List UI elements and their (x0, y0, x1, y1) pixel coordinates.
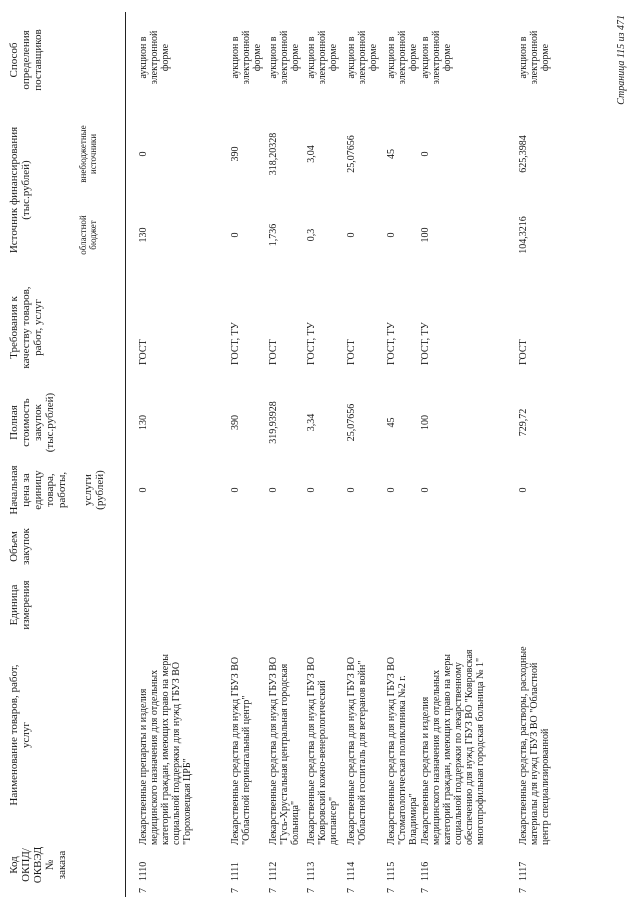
header-unit-text: Единица измерения (8, 580, 32, 630)
cell-initial-price: 0 (386, 487, 397, 493)
cell-initial-price: 0 (306, 487, 317, 493)
cell-name: Лекарственные средства для нужд ГБУЗ ВО "Ковровский кожно-венерологический диспансер" (306, 656, 339, 845)
header-full-cost (8, 390, 98, 455)
cell-method: аукцион в электронной форме (138, 30, 171, 85)
cell-initial-price: 0 (230, 487, 241, 493)
cell-code: 7 (518, 888, 529, 893)
header-initial-price-bottom: услуги (рублей) (82, 470, 106, 510)
page-number (616, 15, 627, 155)
cell-num: 1110 (138, 861, 149, 881)
cell-num: 1116 (420, 861, 431, 881)
cell-regional: 0,3 (306, 228, 317, 242)
cell-requirements: ГОСТ (346, 339, 357, 365)
cell-code: 7 (230, 888, 241, 893)
cell-requirements: ГОСТ, ТУ (230, 322, 241, 365)
cell-method: аукцион в электронной форме (518, 30, 551, 85)
cell-num: 1117 (518, 861, 529, 881)
cell-requirements: ГОСТ (268, 339, 279, 365)
cell-full-cost: 390 (230, 415, 241, 430)
cell-name: Лекарственные средства для нужд ГБУЗ ВО "Гусь-Хрустальная центральная городская больница" (268, 656, 301, 845)
cell-regional: 1,736 (268, 223, 279, 247)
cell-code: 7 (386, 888, 397, 893)
page-number-text: Страница 115 из 471 (616, 15, 627, 105)
cell-offbudget: 390 (230, 146, 241, 162)
cell-method: аукцион в электронной форме (306, 30, 339, 85)
cell-offbudget: 3,04 (306, 145, 317, 163)
cell-regional: 130 (138, 227, 149, 243)
cell-regional: 104,3216 (518, 216, 529, 254)
cell-requirements: ГОСТ, ТУ (420, 322, 431, 365)
cell-regional: 0 (230, 232, 241, 238)
cell-method: аукцион в электронной форме (346, 30, 379, 85)
cell-full-cost: 130 (138, 415, 149, 430)
cell-offbudget: 25,07656 (346, 135, 357, 173)
cell-full-cost: 3,34 (306, 413, 317, 432)
cell-requirements: ГОСТ (138, 339, 149, 365)
cell-name: Лекарственные средства, растворы, расходные материалы для нужд ГБУЗ ВО "Областной центр специализированной (518, 646, 551, 845)
cell-name: Лекарственные средства и изделия медицинского назначения для отдельных категорий граждан, имеющих право на меры социальной поддержки по лекарственному обеспечению для нужд ГБУЗ ВО "Ковровская многопрофильная городская больница № 1" (420, 649, 486, 845)
cell-method: аукцион в электронной форме (386, 30, 419, 85)
cell-name: Лекарственные средства для нужд ГБУЗ ВО "Стоматологическая поликлиника №2 г. Владимира" (386, 656, 419, 845)
header-requirements (8, 280, 98, 375)
cell-full-cost: 45 (386, 417, 397, 428)
cell-method: аукцион в электронной форме (420, 30, 453, 85)
header-name-text: Наименование товаров, работ, услуг (8, 664, 32, 806)
header-regional-budget-text: областной бюджет (78, 215, 98, 255)
cell-code: 7 (346, 888, 357, 893)
cell-initial-price: 0 (518, 487, 529, 493)
header-full-cost-text: Полная стоимость закупок (тыс.рублей) (8, 392, 56, 453)
cell-offbudget: 0 (420, 151, 431, 157)
header-offbudget-text: внебюджетные источники (78, 125, 98, 183)
cell-code: 7 (138, 888, 149, 893)
cell-name: Лекарственные препараты и изделия медицинского назначения для отдельных категорий граждан, имеющих право на меры социальной поддержки для нужд ГБУЗ ВО "Гороховецкая ЦРБ" (138, 654, 193, 845)
cell-offbudget: 318,20328 (268, 132, 279, 176)
header-requirements-text: Требования к качеству товаров, работ, услуг (8, 286, 44, 369)
cell-full-cost: 319,93928 (268, 401, 279, 444)
header-method (8, 15, 98, 105)
header-initial-price-top: Начальная цена за единицу товара, работы, (8, 465, 68, 515)
cell-initial-price: 0 (268, 487, 279, 493)
cell-regional: 0 (386, 232, 397, 238)
cell-num: 1112 (268, 861, 279, 881)
cell-initial-price: 0 (138, 487, 149, 493)
cell-initial-price: 0 (420, 487, 431, 493)
header-unit (8, 575, 98, 635)
header-volume (8, 524, 98, 569)
cell-initial-price: 0 (346, 487, 357, 493)
header-regional-budget (78, 205, 98, 265)
cell-offbudget: 45 (386, 149, 397, 159)
header-code-text: Код ОКПД/ ОКВЭД № заказа (8, 846, 68, 884)
cell-num: 1115 (386, 861, 397, 881)
cell-code: 7 (420, 888, 431, 893)
cell-num: 1111 (230, 862, 241, 881)
cell-requirements: ГОСТ, ТУ (386, 322, 397, 365)
cell-full-cost: 729,72 (518, 408, 529, 437)
cell-name: Лекарственные средства для нужд ГБУЗ ВО "Областной перинатальный центр" (230, 656, 252, 845)
cell-offbudget: 625,3984 (518, 135, 529, 173)
cell-requirements: ГОСТ, ТУ (306, 322, 317, 365)
cell-regional: 100 (420, 227, 431, 243)
cell-offbudget: 0 (138, 151, 149, 157)
cell-requirements: ГОСТ (518, 339, 529, 365)
header-funding-source (8, 115, 68, 265)
cell-name: Лекарственные средства для нужд ГБУЗ ВО "Областной госпиталь для ветеранов войн" (346, 656, 368, 845)
cell-code: 7 (306, 888, 317, 893)
header-code (8, 845, 98, 885)
header-method-text: Способ определения поставщиков (8, 29, 44, 91)
header-name (8, 660, 98, 810)
cell-method: аукцион в электронной форме (268, 30, 301, 85)
cell-code: 7 (268, 888, 279, 893)
header-offbudget (78, 115, 98, 193)
header-funding-source-text: Источник финансирования (тыс.рублей) (8, 126, 32, 254)
cell-num: 1113 (306, 861, 317, 881)
header-volume-text: Объем закупок (8, 528, 32, 565)
header-divider (125, 12, 126, 897)
header-initial-price (8, 460, 118, 520)
cell-regional: 0 (346, 232, 357, 238)
cell-method: аукцион в электронной форме (230, 30, 263, 85)
cell-full-cost: 25,07656 (346, 403, 357, 442)
cell-num: 1114 (346, 861, 357, 881)
cell-full-cost: 100 (420, 415, 431, 430)
